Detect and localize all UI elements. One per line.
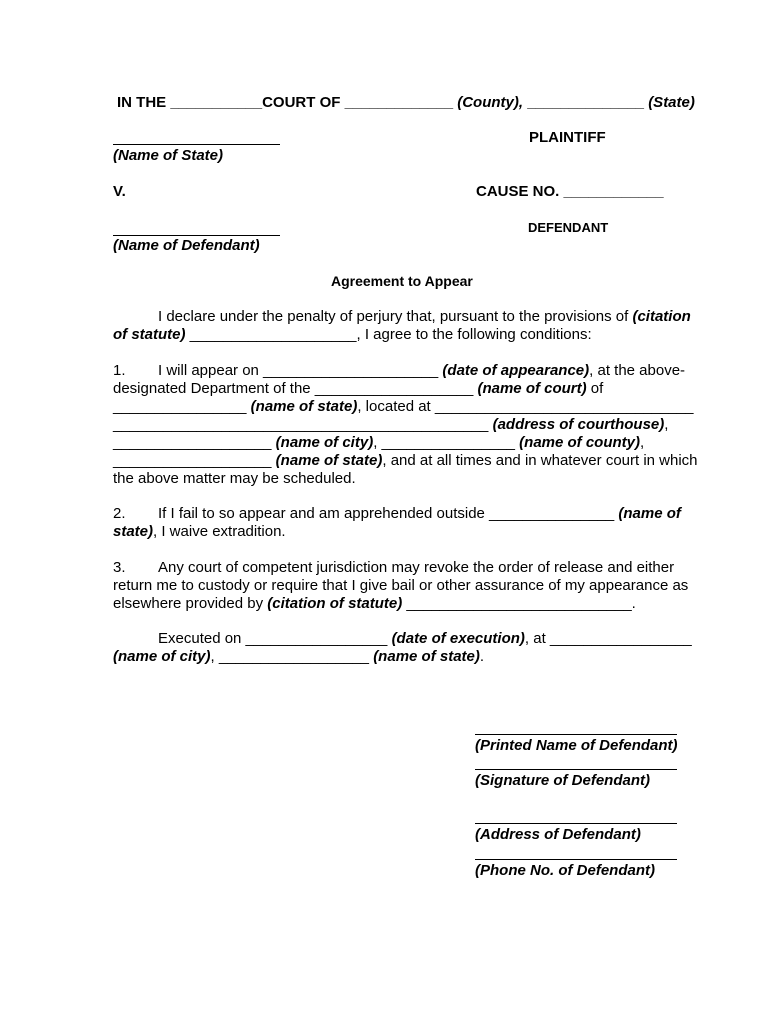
item-number: 1. (113, 362, 126, 379)
condition-1: 1. I will appear on _____________________ (date of appearance), at the above- designated Department of the ___________________ (name of court) of ________________ (name of state), located at _______________________________ _____________________________________________ (address of courthouse), ___________________ (name of city), ________________ (name of county), ___________________ (name of state), and at all times and in whatever court in which the above matter may be scheduled. (113, 362, 698, 487)
versus-label: V. (113, 183, 126, 200)
defendant-name-line (113, 235, 280, 236)
state-blank: ______________ (527, 94, 645, 111)
county-label: (County), (457, 94, 524, 111)
document-title: Agreement to Appear (331, 273, 473, 289)
execution-paragraph: Executed on _________________ (date of execution), at _________________ (name of city), __________________ (name of state). (113, 630, 692, 665)
plaintiff-name-line (113, 144, 280, 145)
item-number: 2. (113, 505, 126, 522)
printed-name-line (475, 734, 677, 735)
condition-2: 2. If I fail to so appear and am apprehended outside _______________ (name of state), I waive extradition. (113, 505, 681, 540)
address-line (475, 823, 677, 824)
defendant-name-caption: (Name of Defendant) (113, 237, 260, 254)
signature-line (475, 769, 677, 770)
address-caption: (Address of Defendant) (475, 826, 641, 843)
condition-3: 3. Any court of competent jurisdiction may revoke the order of release and either return me to custody or require that I give bail or other assurance of my appearance as elsewhere provided by (citation of statute) ___________________________. (113, 559, 689, 612)
plaintiff-name-caption: (Name of State) (113, 147, 224, 164)
intro-paragraph: I declare under the penalty of perjury that, pursuant to the provisions of (citation of statute) ____________________, I agree to the following conditions: (113, 308, 691, 343)
court-caption (117, 94, 695, 112)
plaintiff-label: PLAINTIFF (529, 129, 606, 146)
court-caption-text: IN THE ___________COURT OF _____________ (117, 94, 454, 111)
cause-number: CAUSE NO. ____________ (476, 183, 664, 200)
item-number: 3. (113, 559, 126, 576)
state-label: (State) (648, 94, 695, 111)
signature-caption: (Signature of Defendant) (475, 772, 650, 789)
phone-caption: (Phone No. of Defendant) (475, 862, 655, 879)
defendant-label: DEFENDANT (528, 220, 609, 235)
phone-line (475, 859, 677, 860)
printed-name-caption: (Printed Name of Defendant) (475, 737, 678, 754)
